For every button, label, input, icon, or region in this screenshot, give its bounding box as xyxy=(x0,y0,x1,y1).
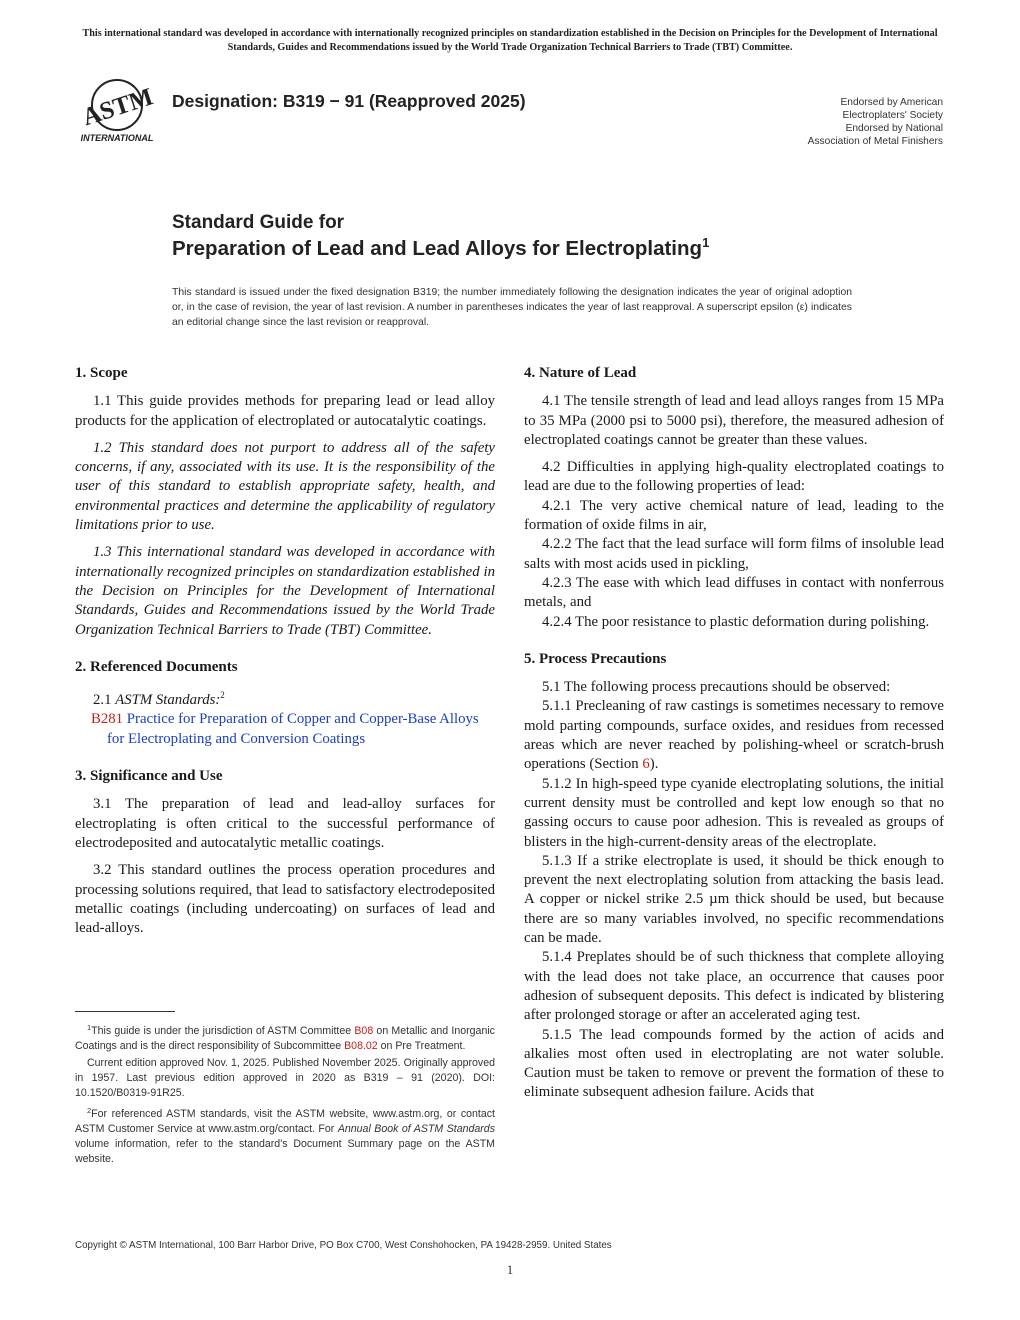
committee-b08-link[interactable]: B08 xyxy=(354,1025,374,1037)
astm-logo-icon xyxy=(72,78,162,144)
footnote-1 xyxy=(75,1020,495,1054)
endorsement-line: Endorsed by National xyxy=(845,123,943,134)
reference-code[interactable]: B281 xyxy=(91,711,124,728)
endorsements xyxy=(743,96,943,148)
footnote-1-mark: 1 xyxy=(87,1023,92,1032)
paragraph-5-1: 5.1 The following process precautions should be observed: xyxy=(542,679,891,696)
right-column xyxy=(524,364,944,1103)
paragraph-3-1: 3.1 The preparation of lead and lead-alloy surfaces for electroplating is often critical to the successful performance of electrodeposited and autocatalytic metallic coatings. xyxy=(75,796,495,851)
astm-standards-label: ASTM Standards: xyxy=(115,692,221,709)
section-heading-scope: 1. Scope xyxy=(75,365,128,381)
title-footnote-mark[interactable]: 1 xyxy=(702,235,710,250)
paragraph-4-1: 4.1 The tensile strength of lead and lead alloys ranges from 15 MPa to 35 MPa (2000 psi to 5000 psi), therefore, the measured adhesion of electroplated coatings cannot be greater than these values. xyxy=(524,393,944,448)
footnote-text: on Metallic and Inorganic Coatings and is the direct responsibility of Subcommittee xyxy=(75,1025,495,1052)
footnote-2-mark: 2 xyxy=(87,1106,92,1115)
footnote-italic: Annual Book of ASTM Standards xyxy=(337,1123,495,1135)
paragraph-1-3: 1.3 This international standard was developed in accordance with internationally recognized principles on standardization established in the Decision on Principles for the Development of International Standards, Guides and Recommendations issued by the World Trade Organization Technical Barriers to Trade (TBT) Committee. xyxy=(75,544,495,638)
endorsement-line: Endorsed by American xyxy=(840,97,943,108)
section-heading-referenced: 2. Referenced Documents xyxy=(75,658,238,675)
footnote-text: This guide is under the jurisdiction of ASTM Committee xyxy=(91,1025,355,1037)
footnote-1-edition: Current edition approved Nov. 1, 2025. Published November 2025. Originally approved in 1957. Last previous edition approved in 2020 as B319 – 91 (2020). DOI: 10.1520/B0319-91R25. xyxy=(75,1057,495,1099)
paragraph-1-1: 1.1 This guide provides methods for preparing lead or lead alloy products for the application of electroplated or autocatalytic coatings. xyxy=(75,393,495,429)
section-heading-precautions: 5. Process Precautions xyxy=(524,650,667,667)
paragraph-text: 5.1.1 Precleaning of raw castings is sometimes necessary to remove mold parting compounds, surface oxides, and residues from recessed areas which are never reached by polishing-wheel or scratch-brush operations (Section xyxy=(524,698,944,773)
tbt-notice: This international standard was developed in accordance with internationally recognized principles on standardization established in the Decision on Principles for the Development of International Standards, Guides and Recommendations issued by the World Trade Organization Technical Barriers to Trade (TBT) Committee. xyxy=(82,28,938,53)
page-number: 1 xyxy=(506,1262,514,1277)
paragraph-5-1-4: 5.1.4 Preplates should be of such thickness that complete alloying with the lead does not take place, an occurrence that causes poor adhesion of subsequent deposits. This defect is indicated by blistering after prolonged storage or after an accelerated aging test. xyxy=(524,949,944,1024)
paragraph-5-1-1 xyxy=(524,697,944,774)
title-line2 xyxy=(172,235,709,261)
designation: Designation: B319 − 91 (Reapproved 2025) xyxy=(172,91,526,111)
paragraph-4-2: 4.2 Difficulties in applying high-quality electroplated coatings to lead are due to the following properties of lead: xyxy=(524,459,944,495)
footnote-text: volume information, refer to the standard's Document Summary page on the ASTM website. xyxy=(75,1138,495,1165)
astm-logo xyxy=(72,78,162,144)
subcommittee-b08-02-link[interactable]: B08.02 xyxy=(344,1040,378,1052)
paragraph-text-end: ). xyxy=(649,756,659,773)
paragraph-4-2-3: 4.2.3 The ease with which lead diffuses in contact with nonferrous metals, and xyxy=(524,574,944,611)
paragraph-3-2: 3.2 This standard outlines the process operation procedures and processing solutions required, that lead to satisfactory electrodeposited metallic coatings (including undercoating) on surfaces of lead and lead-alloys. xyxy=(75,862,495,937)
reference-b281[interactable] xyxy=(75,710,495,749)
reference-title[interactable]: Practice for Preparation of Copper and Copper-Base Alloys for Electroplating and Conversion Coatings xyxy=(107,711,479,747)
paragraph-4-2-4: 4.2.4 The poor resistance to plastic deformation during polishing. xyxy=(542,613,930,630)
paragraph-number: 2.1 xyxy=(93,692,112,709)
section-heading-significance: 3. Significance and Use xyxy=(75,768,223,785)
endorsement-line: Association of Metal Finishers xyxy=(807,136,943,147)
paragraph-4-2-1: 4.2.1 The very active chemical nature of lead, leading to the formation of oxide films in air, xyxy=(524,497,944,534)
footnote-mark[interactable]: 2 xyxy=(220,690,225,701)
paragraph-5-1-2: 5.1.2 In high-speed type cyanide electroplating solutions, the initial current density must be controlled and kept low enough so that no gassing occurs to cause poor adhesion. This is revealed as groups of blisters in the high-current-density areas of the electroplate. xyxy=(524,775,944,850)
preface-note: This standard is issued under the fixed designation B319; the number immediately following the designation indicates the year of original adoption or, in the case of revision, the year of last revision. A number in parentheses indicates the year of last reapproval. A superscript epsilon (ε) indicates an editorial change since the last revision or reapproval. xyxy=(172,287,852,328)
left-column xyxy=(75,364,495,938)
section-6-link[interactable]: 6 xyxy=(642,756,650,773)
logo-international: INTERNATIONAL xyxy=(80,133,154,143)
section-heading-nature: 4. Nature of Lead xyxy=(524,365,637,381)
paragraph-5-1-3: 5.1.3 If a strike electroplate is used, it should be thick enough to prevent the next electroplating solution from attacking the basis lead. A copper or nickel strike 2.5 µm thick should be used, but because there are so many variables involved, no specific recommendations can be made. xyxy=(524,852,944,947)
footnote-text: on Pre Treatment. xyxy=(377,1040,466,1052)
footnote-text: For referenced ASTM standards, visit the ASTM website, www.astm.org, or contact ASTM Customer Service at www.astm.org/contact. For xyxy=(75,1108,495,1135)
title-line1: Standard Guide for xyxy=(172,212,345,233)
footnote-divider xyxy=(75,1011,175,1012)
title-text: Preparation of Lead and Lead Alloys for Electroplating xyxy=(172,237,703,260)
svg-text:ASTM: ASTM xyxy=(79,83,157,132)
paragraph-5-1-5: 5.1.5 The lead compounds formed by the action of acids and alkalies most often used in electroplating are not water soluble. Caution must be taken to remove or prevent the formation of these to eliminate subsequent adhesion failure. Acids that xyxy=(524,1026,944,1101)
footnotes xyxy=(75,1020,495,1169)
copyright: Copyright © ASTM International, 100 Barr Harbor Drive, PO Box C700, West Conshohocken, PA 19428-2959. United States xyxy=(75,1240,612,1251)
footnote-2 xyxy=(75,1103,495,1167)
paragraph-1-2: 1.2 This standard does not purport to address all of the safety concerns, if any, associated with its use. It is the responsibility of the user of this standard to establish appropriate safety, health, and environmental practices and determine the applicability of regulatory limitations prior to use. xyxy=(75,439,495,534)
paragraph-2-1 xyxy=(75,686,495,710)
paragraph-4-2-2: 4.2.2 The fact that the lead surface will form films of insoluble lead salts with most acids used in pickling, xyxy=(524,536,944,572)
endorsement-line: Electroplaters' Society xyxy=(842,110,943,121)
